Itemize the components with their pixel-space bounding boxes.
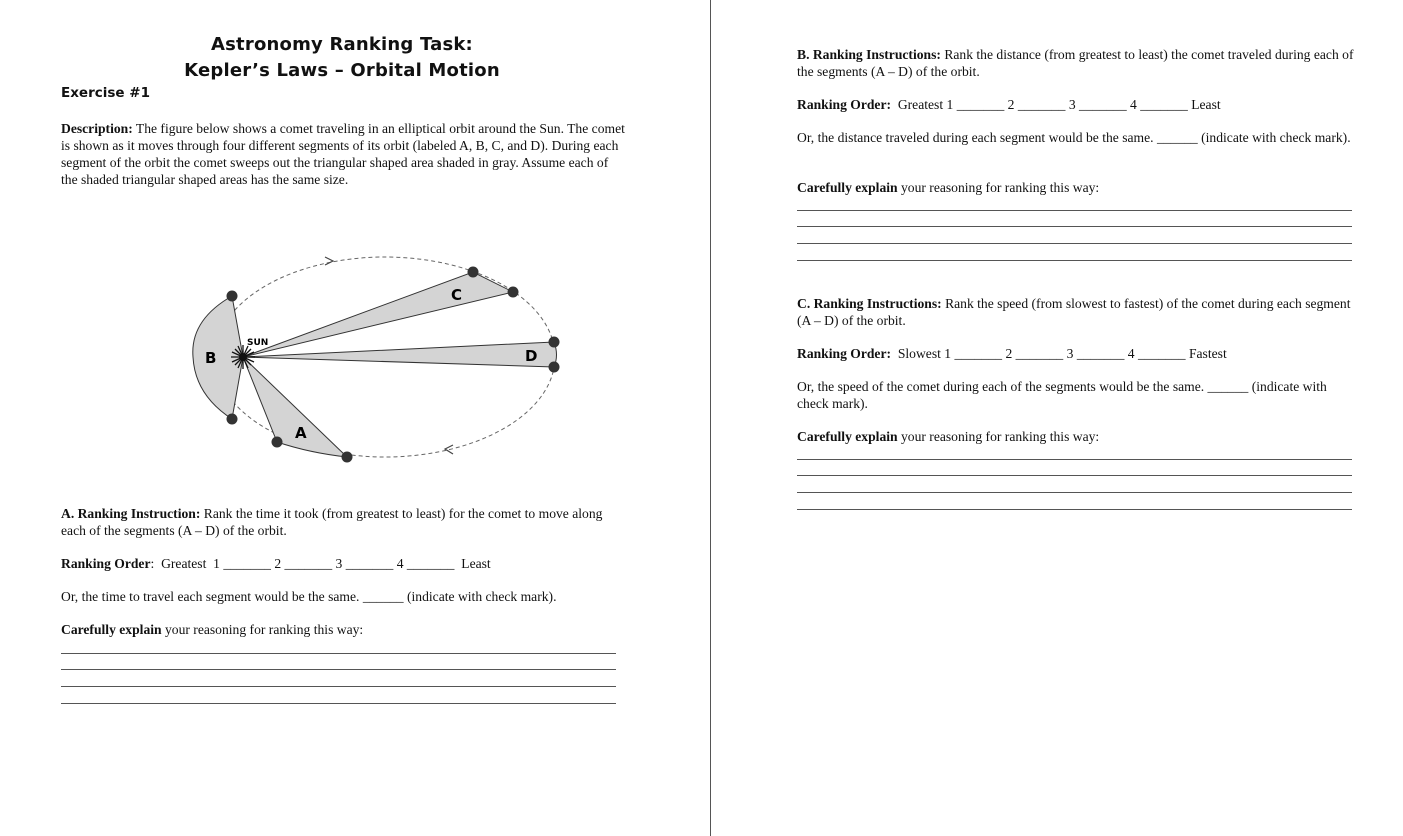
section-a-instruction-text: Rank the time it took (from greatest to least) for the comet to move along each of the segments (A – D) of the orbit. <box>61 506 603 538</box>
section-b-same-option[interactable]: Or, the distance traveled during each segment would be the same. ______ (indicate with check mark). <box>797 130 1351 145</box>
section-c-order-blanks[interactable]: Slowest 1 _______ 2 _______ 3 _______ 4 _______ Fastest <box>897 346 1227 361</box>
segment-b-label: B <box>205 349 217 367</box>
comet-dot <box>342 452 353 463</box>
page-title-line2: Kepler’s Laws – Orbital Motion <box>184 60 500 81</box>
segment-c-area <box>243 272 513 357</box>
section-a-explain-label: Carefully explain <box>61 622 162 637</box>
section-c-heading: C. Ranking Instructions: <box>797 296 942 311</box>
answer-line[interactable] <box>61 653 616 654</box>
orbit-figure <box>185 245 575 470</box>
exercise-label: Exercise #1 <box>61 85 150 101</box>
answer-line[interactable] <box>797 210 1352 211</box>
comet-dot <box>549 337 560 348</box>
answer-line[interactable] <box>797 475 1352 476</box>
answer-line[interactable] <box>797 509 1352 510</box>
answer-line[interactable] <box>797 260 1352 261</box>
section-a-heading: A. Ranking Instruction: <box>61 506 201 521</box>
section-c-explain-label: Carefully explain <box>797 429 898 444</box>
description-text: The figure below shows a comet traveling in an elliptical orbit around the Sun. The comet is shown as it moves through four different segments of its orbit (labeled A, B, C, and D). During each segment of the orbit the comet sweeps out the triangular shaped area shaded in gray. Assume each of the shaded triangular shaped areas has the same size. <box>61 121 625 187</box>
section-b-heading: B. Ranking Instructions: <box>797 47 941 62</box>
comet-dot <box>227 414 238 425</box>
section-a-order-blanks[interactable]: : Greatest 1 _______ 2 _______ 3 _______ 4 _______ Least <box>150 556 491 571</box>
section-c-order-label: Ranking Order: <box>797 346 892 361</box>
answer-line[interactable] <box>61 669 616 670</box>
section-b-order-label: Ranking Order: <box>797 97 892 112</box>
section-a-same-option[interactable]: Or, the time to travel each segment would be the same. ______ (indicate with check mark). <box>61 589 557 604</box>
answer-line[interactable] <box>61 703 616 704</box>
comet-dot <box>272 437 283 448</box>
comet-dot <box>227 291 238 302</box>
section-c-same-option[interactable]: Or, the speed of the comet during each of the segments would be the same. ______ (indicate with check mark). <box>797 379 1327 411</box>
arrow-top-icon <box>325 257 333 265</box>
section-c-instruction <box>797 295 1357 329</box>
section-a-ranking-order <box>61 555 621 572</box>
page-divider <box>710 0 711 836</box>
segment-a-label: A <box>295 424 307 442</box>
description-paragraph <box>61 120 626 188</box>
comet-dot <box>549 362 560 373</box>
section-c-explain-prompt <box>797 428 1357 445</box>
segment-a-area <box>243 357 347 457</box>
sun-core <box>239 353 247 361</box>
section-b-instruction-text: Rank the distance (from greatest to least) the comet traveled during each of the segments (A – D) of the orbit. <box>797 47 1354 79</box>
section-b-ranking-order <box>797 96 1357 113</box>
section-a-order-label: Ranking Order <box>61 556 151 571</box>
sun-label: SUN <box>247 338 269 348</box>
segment-c-label: C <box>451 286 463 304</box>
comet-dot <box>508 287 519 298</box>
section-c-instruction-text: Rank the speed (from slowest to fastest) of the comet during each segment (A – D) of the orbit. <box>797 296 1351 328</box>
section-b-explain-label: Carefully explain <box>797 180 898 195</box>
section-a-instruction <box>61 505 621 539</box>
section-a-explain-prompt <box>61 621 621 638</box>
segment-d-label: D <box>525 347 538 365</box>
answer-line[interactable] <box>797 226 1352 227</box>
comet-dot <box>468 267 479 278</box>
page-title-line1: Astronomy Ranking Task: <box>211 34 473 55</box>
section-b-instruction <box>797 46 1357 80</box>
section-b-explain-text: your reasoning for ranking this way: <box>900 180 1100 195</box>
answer-line[interactable] <box>61 686 616 687</box>
section-b-explain-prompt <box>797 179 1357 196</box>
answer-line[interactable] <box>797 492 1352 493</box>
section-a-explain-text: your reasoning for ranking this way: <box>164 622 364 637</box>
section-c-ranking-order <box>797 345 1357 362</box>
description-label: Description: <box>61 121 133 136</box>
section-b-order-blanks[interactable]: Greatest 1 _______ 2 _______ 3 _______ 4 _______ Least <box>897 97 1221 112</box>
answer-line[interactable] <box>797 243 1352 244</box>
section-c-explain-text: your reasoning for ranking this way: <box>900 429 1100 444</box>
answer-line[interactable] <box>797 459 1352 460</box>
